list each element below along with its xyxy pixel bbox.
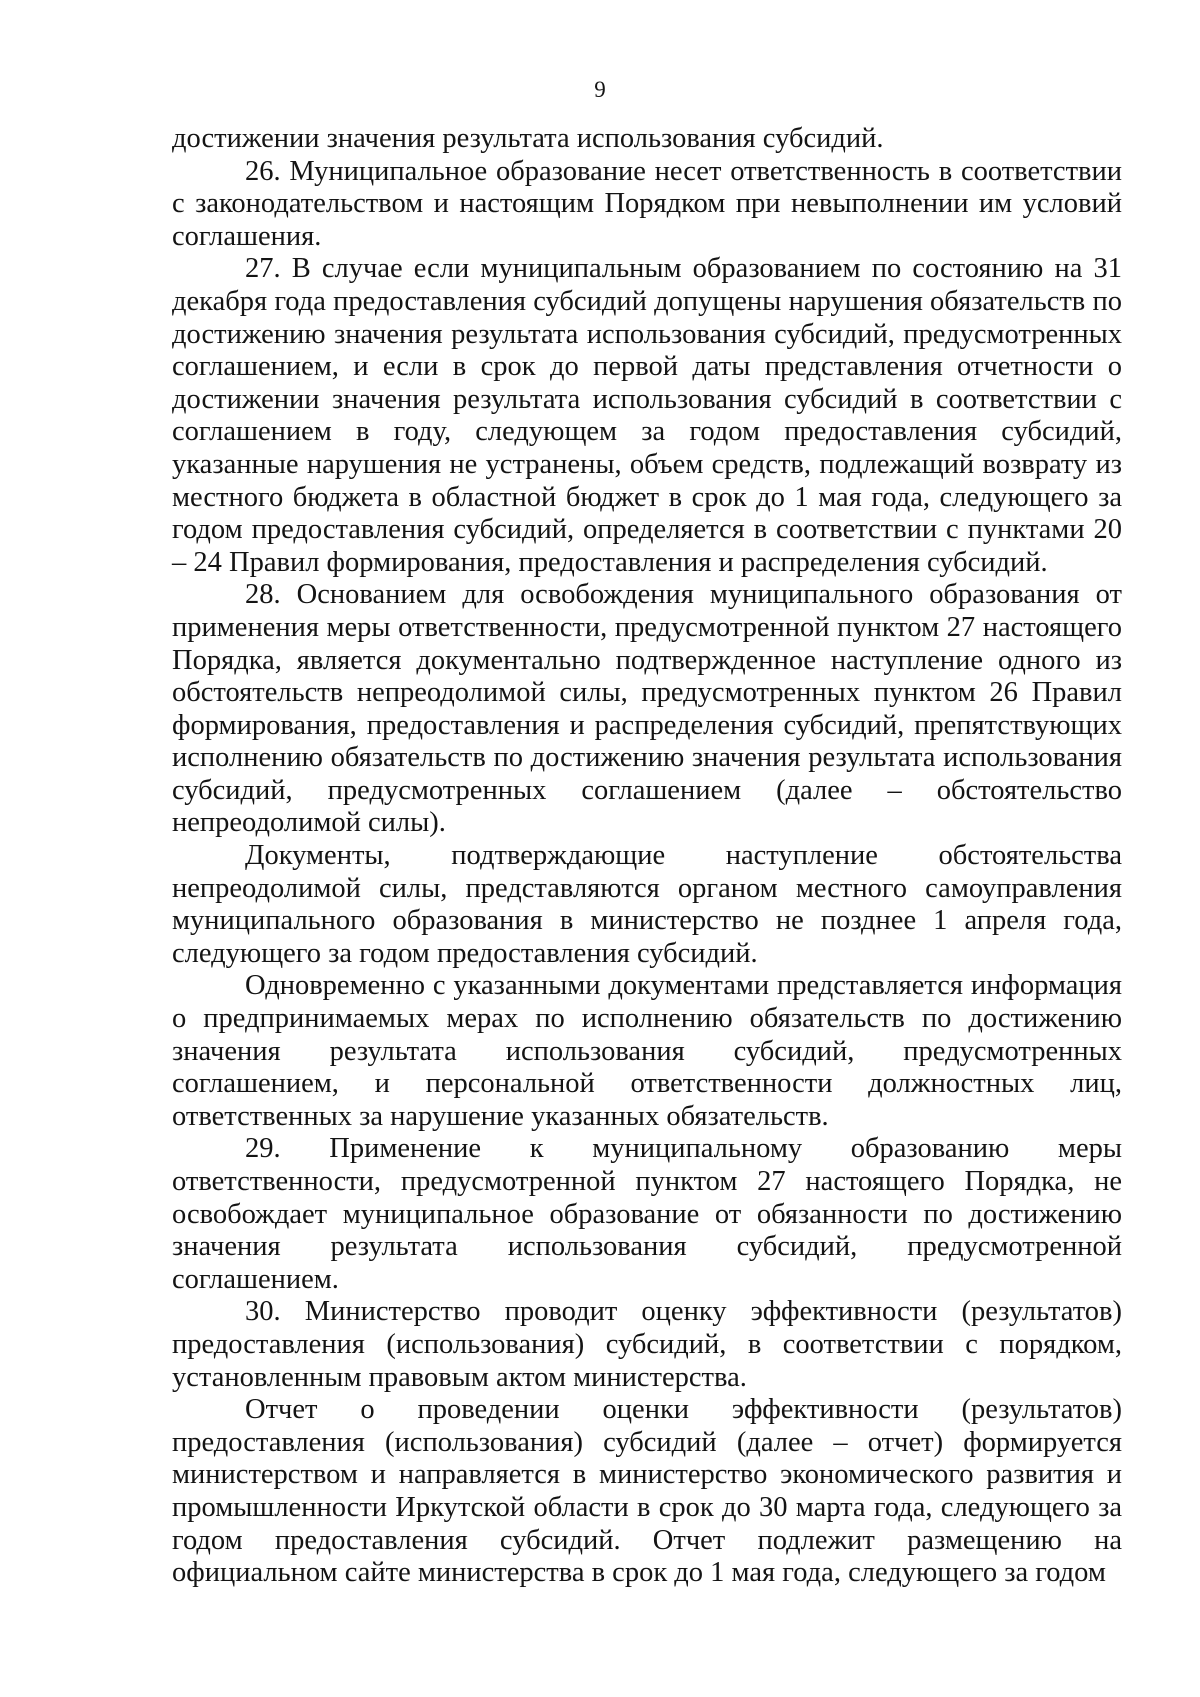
- paragraph-28: 28. Основанием для освобождения муниципального образования от применения меры ответственности, предусмотренной пунктом 27 настоящего Порядка, является документально подтвержденное наступление одного из обстоятельств непреодолимой силы, предусмотренных пунктом 26 Правил формирования, предоставления и распределения субсидий, препятствующих исполнению обязательств по достижению значения результата использования субсидий, предусмотренных соглашением (далее – обстоятельство непреодолимой силы).: [172, 579, 1122, 839]
- paragraph-28-information: Одновременно с указанными документами представляется информация о предпринимаемых мерах по исполнению обязательств по достижению значения результата использования субсидий, предусмотренных соглашением, и персональной ответственности должностных лиц, ответственных за нарушение указанных обязательств.: [172, 970, 1122, 1132]
- page-number: 9: [594, 77, 606, 102]
- paragraph-26: 26. Муниципальное образование несет ответственность в соответствии с законодательством и настоящим Порядком при невыполнении им условий соглашения.: [172, 155, 1122, 252]
- paragraph-29: 29. Применение к муниципальному образованию меры ответственности, предусмотренной пунктом 27 настоящего Порядка, не освобождает муниципальное образование от обязанности по достижению значения результата использования субсидий, предусмотренной соглашением.: [172, 1133, 1122, 1295]
- paragraph-28-documents: Документы, подтверждающие наступление обстоятельства непреодолимой силы, представляются органом местного самоуправления муниципального образования в министерство не позднее 1 апреля года, следующего за годом предоставления субсидий.: [172, 840, 1122, 969]
- paragraph-30: 30. Министерство проводит оценку эффективности (результатов) предоставления (использования) субсидий, в соответствии с порядком, установленным правовым актом министерства.: [172, 1296, 1122, 1393]
- paragraph-continuation: достижении значения результата использования субсидий.: [172, 123, 884, 154]
- paragraph-30-report: Отчет о проведении оценки эффективности (результатов) предоставления (использования) субсидий (далее – отчет) формируется министерством и направляется в министерство экономического развития и промышленности Иркутской области в срок до 30 марта года, следующего за годом предоставления субсидий. Отчет подлежит размещению на официальном сайте министерства в срок до 1 мая года, следующего за годом: [172, 1394, 1122, 1589]
- document-body: [172, 123, 1122, 1590]
- paragraph-27: 27. В случае если муниципальным образованием по состоянию на 31 декабря года предоставления субсидий допущены нарушения обязательств по достижению значения результата использования субсидий, предусмотренных соглашением, и если в срок до первой даты представления отчетности о достижении значения результата использования субсидий в соответствии с соглашением в году, следующем за годом предоставления субсидий, указанные нарушения не устранены, объем средств, подлежащий возврату из местного бюджета в областной бюджет в срок до 1 мая года, следующего за годом предоставления субсидий, определяется в соответствии с пунктами 20 – 24 Правил формирования, предоставления и распределения субсидий.: [172, 253, 1122, 578]
